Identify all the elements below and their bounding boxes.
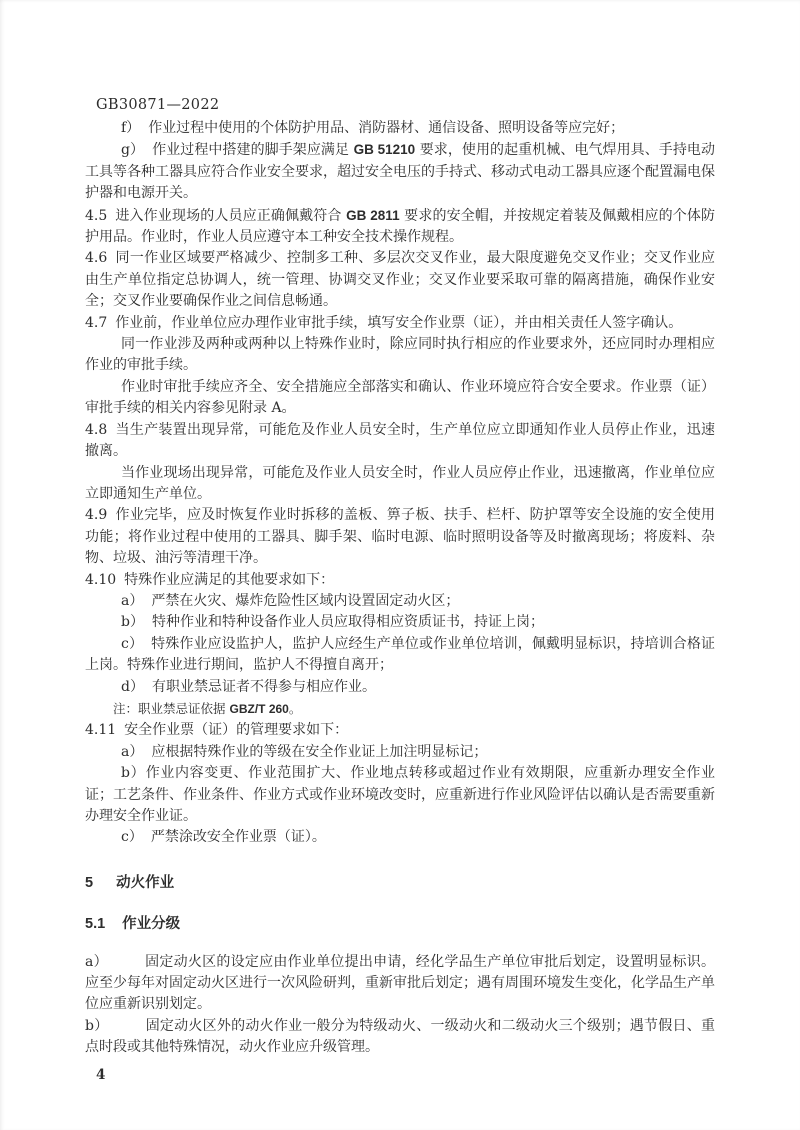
item-label: c） [121,829,143,846]
item-label: c） [121,635,144,652]
item-label: a） [85,953,108,970]
list-item [85,677,715,698]
clause-number: 4.11 [85,722,117,739]
clause-paragraph [85,313,715,334]
text: 有职业禁忌证者不得参与相应作业。 [151,678,376,695]
standard-reference: GB 51210 [353,142,416,158]
list-item [85,139,715,204]
clause-number: 5 [85,874,94,891]
item-label: b） [85,1017,109,1034]
text: 安全作业票（证）的管理要求如下： [124,722,349,739]
text: 当生产装置出现异常，可能危及作业人员安全时，生产单位应立即通知作业人员停止作业，迅速撤离。 [85,421,715,460]
clause-paragraph [85,205,715,249]
item-label: g） [121,142,145,159]
paragraph [85,334,715,377]
paragraph [85,377,715,420]
page-number: 4 [96,1066,106,1083]
text: 进入作业现场的人员应正确佩戴符合 GB 2811 要求的安全帽，并按规定着装及佩戴相应的个体防护用品。作业时，作业人员应遵守本工种安全技术操作规程。 [85,207,716,246]
text: 特种作业和特种设备作业人员应取得相应资质证书，持证上岗； [151,614,544,631]
clause-number: 4.5 [85,207,108,224]
list-item [85,118,715,139]
item-label: f） [121,120,141,136]
list-item [85,591,715,612]
section-heading [85,873,715,894]
list-item [85,1016,715,1059]
text: 动火作业 [116,874,175,891]
standard-reference: GB 2811 [346,207,400,223]
list-item [85,952,715,1016]
clause-paragraph [85,570,715,591]
clause-paragraph [85,420,715,463]
clause-paragraph [85,720,715,741]
text: 特殊作业应设监护人，监护人应经生产单位或作业单位培训，佩戴明显标识，持培训合格证上岗。特殊作业进行期间，监护人不得擅自离开； [85,635,716,674]
clause-number: 4.8 [85,421,108,438]
paragraph [85,463,715,506]
list-item [85,742,715,763]
document-header: GB30871—2022 [96,97,220,113]
clause-paragraph [85,248,715,312]
list-item [85,612,715,633]
item-label: d） [121,678,144,695]
text: 应根据特殊作业的等级在安全作业证上加注明显标记； [151,743,488,760]
clause-number: 5.1 [85,916,106,933]
item-label: b） [121,765,146,782]
text: 作业过程中搭建的脚手架应满足 GB 51210 要求，使用的起重机械、电气焊用具、手持电动工具等各种工器具应符合作业安全要求，超过安全电压的手持式、移动式电动工器具应逐个配置漏电保护器和电源开关。 [85,142,715,202]
text: 作业内容变更、作业范围扩大、作业地点转移或超过作业有效期限，应重新办理安全作业证；工艺条件、作业条件、作业方式或作业环境改变时，应重新进行作业风险评估以确认是否需要重新办理安全作业证。 [85,765,715,824]
text: 固定动火区的设定应由作业单位提出申请，经化学品生产单位审批后划定，设置明显标识。应至少每年对固定动火区进行一次风险研判，重新审批后划定；遇有周围环境发生变化，化学品生产单位应重新识别划定。 [85,953,715,1013]
text: 作业分级 [122,916,181,933]
text: 同一作业区域要严格减少、控制多工种、多层次交叉作业，最大限度避免交叉作业；交叉作业应由生产单位指定总协调人，统一管理、协调交叉作业；交叉作业要采取可靠的隔离措施，确保作业安全；交叉作业要确保作业之间信息畅通。 [85,250,715,310]
text: 严禁在火灾、爆炸危险性区域内设置固定动火区； [151,592,460,609]
text: 注：职业禁忌证依据 GBZ/T 260。 [113,700,302,716]
text: 同一作业涉及两种或两种以上特殊作业时，除应同时执行相应的作业要求外，还应同时办理相应作业的审批手续。 [85,336,715,374]
text: 作业过程中使用的个体防护用品、消防器材、通信设备、照明设备等应完好； [148,120,625,136]
subsection-heading [85,914,715,935]
text: 作业时审批手续应齐全、安全措施应全部落实和确认、作业环境应符合安全要求。作业票（证）审批手续的相关内容参见附录 A。 [85,378,715,417]
text: 固定动火区外的动火作业一般分为特级动火、一级动火和二级动火三个级别；遇节假日、重点时段或其他特殊情况，动火作业应升级管理。 [85,1017,716,1056]
clause-number: 4.9 [85,507,108,524]
text: 特殊作业应满足的其他要求如下： [124,571,335,588]
list-item [85,827,715,848]
clause-number: 4.7 [85,314,108,331]
text: 作业完毕，应及时恢复作业时拆移的盖板、箅子板、扶手、栏杆、防护罩等安全设施的安全使用功能；将作业过程中使用的工器具、脚手架、临时电源、临时照明设备等及时撤离现场；将废料、杂物、垃圾、油污等清理干净。 [85,507,715,567]
clause-paragraph [85,505,715,569]
standard-reference: GBZ/T 260 [229,701,289,716]
clause-number: 4.6 [85,250,108,267]
list-item [85,763,715,827]
clause-number: 4.10 [85,571,117,588]
note [113,698,715,720]
list-item [85,634,715,677]
item-label: a） [121,592,144,609]
item-label: a） [121,743,144,760]
text: 严禁涂改安全作业票（证）。 [150,829,326,846]
document-body [85,118,715,1059]
item-label: b） [121,614,144,631]
text: 当作业现场出现异常，可能危及作业人员安全时，作业人员应停止作业，迅速撤离，作业单位应立即通知生产单位。 [85,464,715,502]
text: 作业前，作业单位应办理作业审批手续，填写安全作业票（证），并由相关责任人签字确认。 [115,314,683,331]
